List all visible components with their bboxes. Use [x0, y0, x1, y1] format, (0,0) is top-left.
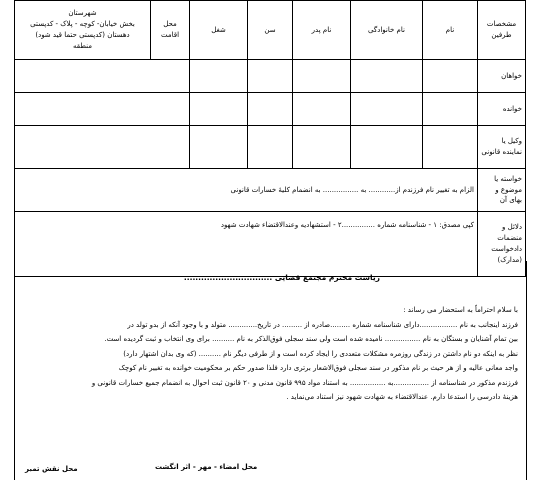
petition-line: واجد معانی عالیه و از هر حیث بر نام مذکور در سند سجلی فوق‌الاشعار برتری دارد فلذا صدور حکم بر محکومیت خوانده به تغییر نام کوچک — [118, 364, 518, 372]
cell-vakil-job[interactable] — [190, 126, 248, 169]
row-khande — [15, 93, 526, 126]
cell-khande-age[interactable] — [248, 93, 293, 126]
cell-vakil-address[interactable] — [15, 126, 190, 169]
address-line-3: دهستان (کدپستی حتما قید شود) — [35, 31, 130, 39]
label-khande: خوانده — [478, 93, 526, 126]
cell-khande-address[interactable] — [15, 93, 190, 126]
petition-title: ریاست محترم مجتمع قضایی ............................... — [183, 273, 380, 282]
khaste-text: الزام به تغییر نام فرزندم از............ به ................ به انضمام کلیهٔ خسارات قانونی — [15, 169, 478, 212]
cell-vakil-age[interactable] — [248, 126, 293, 169]
header-nam: نام — [423, 1, 478, 60]
label-dalayel: دلائل و منضمات دادخواست (مدارک) — [478, 212, 526, 277]
header-nam-khanevadegi: نام خانوادگی — [351, 1, 423, 60]
petition-line: بین تمام آشنایان و بستگان به نام ................ نامیده شده است ولی سند سجلی فوق‌الذکر به نام .......... برای وی انتخاب و ثبت گردیده است. — [104, 335, 518, 343]
parties-table — [14, 0, 526, 277]
cell-vakil-family[interactable] — [351, 126, 423, 169]
address-line-4: منطقه — [73, 41, 92, 50]
petition-line: با سلام احتراماً به استحضار می رساند : — [403, 306, 518, 314]
row-vakil — [15, 126, 526, 169]
header-mashakhasat: مشخصات طرفین — [478, 1, 526, 60]
petition-line: نظر به اینکه دو نام داشتن در زندگی روزمره مشکلات متعددی را ایجاد کرده است و از طرفی دیگر نام .......... (که وی بدان اشتهار دارد) — [123, 349, 518, 358]
header-sen: سن — [248, 1, 293, 60]
dalayel-text: کپی مصدق: ۱ - شناسنامه شماره ...............۲ - استشهادیه وعندالاقتضاء شهادت شهود — [15, 212, 478, 277]
cell-vakil-nam[interactable] — [423, 126, 478, 169]
cell-khande-nam[interactable] — [423, 93, 478, 126]
petition-line: فرزند اینجانب به نام .................دارای شناسنامه شماره .........صادره از ......... در تاریخ............. متولد و با وجود آنکه از بدو تولد در — [127, 320, 518, 329]
petition-line: فرزندم مذکور در شناسنامه از ................به ................ به استناد مواد ۹۹۵ قانون مدنی و ۲۰ قانون ثبت احوال به انضمام جمیع خسارات قانونی و — [91, 378, 518, 387]
header-address — [15, 1, 151, 60]
cell-khahan-family[interactable] — [351, 60, 423, 93]
cell-khahan-age[interactable] — [248, 60, 293, 93]
row-khaste — [15, 169, 526, 212]
row-khahan — [15, 60, 526, 93]
cell-khahan-father[interactable] — [293, 60, 351, 93]
cell-khande-job[interactable] — [190, 93, 248, 126]
address-line-2: بخش خیابان- کوچه - پلاک - کدپستی — [30, 20, 135, 29]
cell-vakil-father[interactable] — [293, 126, 351, 169]
petition-form — [4, 0, 531, 480]
petition-body — [14, 261, 527, 480]
label-khaste: خواسته یا موضوع و بهای آن — [478, 169, 526, 212]
cell-khande-father[interactable] — [293, 93, 351, 126]
label-vakil: وکیل یا نماینده قانونی — [478, 126, 526, 169]
table-header-row — [15, 1, 526, 60]
label-khahan: خواهان — [478, 60, 526, 93]
petition-line: هزینهٔ دادرسی را استدعا دارم. عندالاقتضاء به شهادت شهود نیز استناد می‌نماید . — [286, 393, 518, 401]
cell-khahan-address[interactable] — [15, 60, 190, 93]
cell-khande-family[interactable] — [351, 93, 423, 126]
stamp-label: محل نقش تمبر — [25, 465, 78, 473]
petition-text — [27, 303, 518, 405]
header-nam-pedar: نام پدر — [293, 1, 351, 60]
signature-label: محل امضاء - مهر - اثر انگشت — [155, 463, 258, 471]
header-shoghl: شغل — [190, 1, 248, 60]
cell-khahan-nam[interactable] — [423, 60, 478, 93]
header-mahal-eghamat: محل اقامت — [151, 1, 190, 60]
address-line-1: شهرستان — [68, 9, 97, 18]
cell-khahan-job[interactable] — [190, 60, 248, 93]
